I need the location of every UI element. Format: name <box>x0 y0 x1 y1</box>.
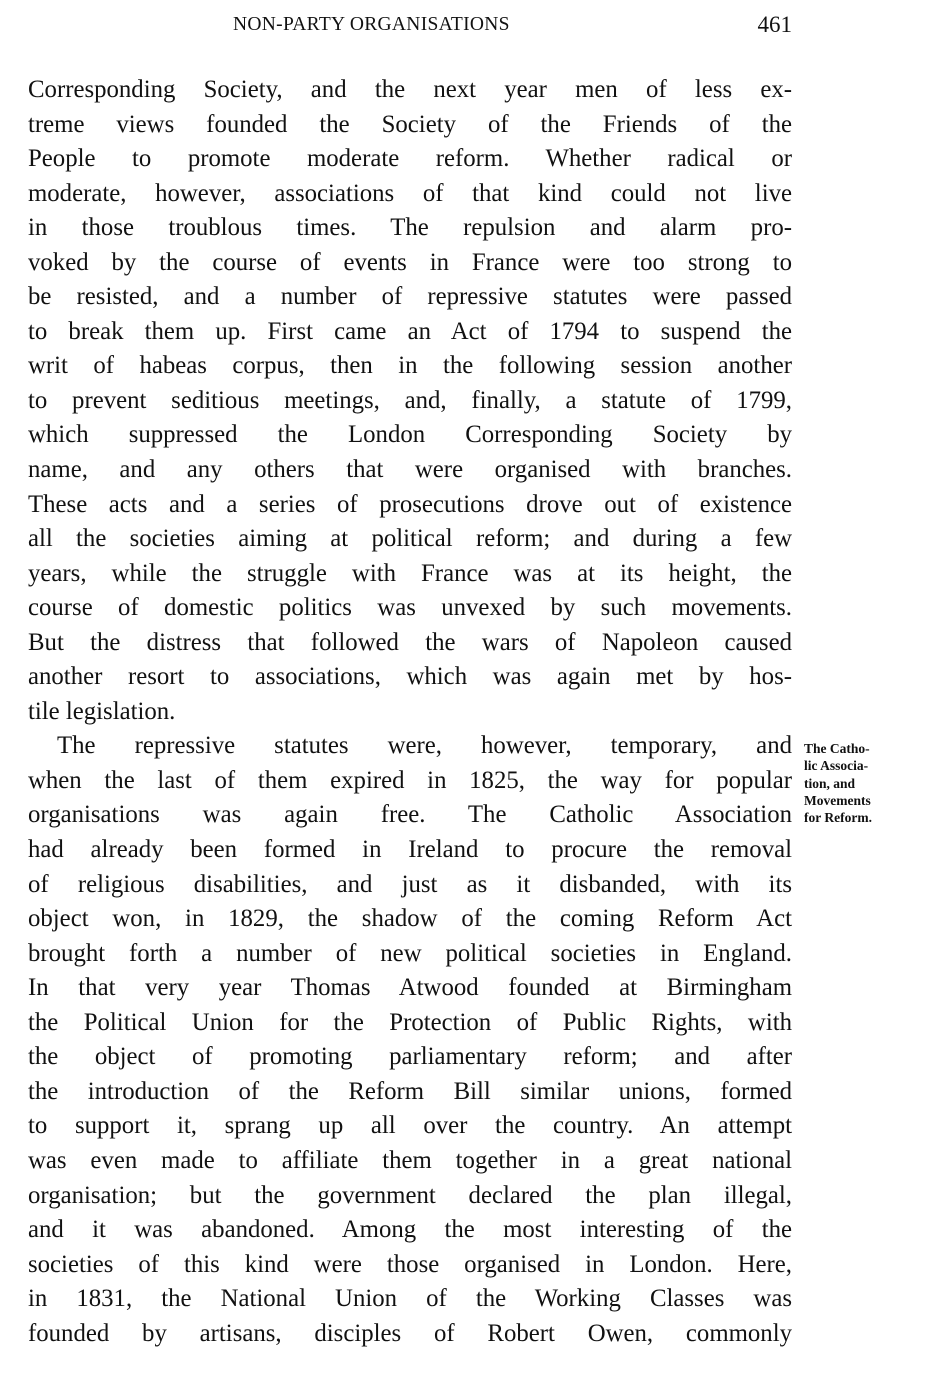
text-line: But the distress that followed the wars of Napoleon caused <box>28 628 792 656</box>
text-line: These acts and a series of prosecutions drove out of existence <box>28 490 792 518</box>
text-line: in 1831, the National Union of the Working Classes was <box>28 1285 792 1313</box>
text-line: founded by artisans, disciples of Robert Owen, commonly <box>28 1319 792 1347</box>
sidenote-line: Movements <box>804 792 871 808</box>
text-line: the object of promoting parliamentary reform; and after <box>28 1043 792 1071</box>
sidenote-line: The Catho- <box>804 741 870 756</box>
body-text <box>28 73 792 1351</box>
text-line: object won, in 1829, the shadow of the coming Reform Act <box>28 905 792 933</box>
page-number: 461 <box>757 12 792 37</box>
paragraph-start-line: The repressive statutes were, however, temporary, and <box>57 732 792 760</box>
text-line: when the last of them expired in 1825, the way for popular <box>28 766 792 794</box>
text-line: name, and any others that were organised with branches. <box>28 456 792 484</box>
text-line: brought forth a number of new political societies in England. <box>28 939 792 967</box>
text-line: and it was abandoned. Among the most interesting of the <box>28 1216 792 1244</box>
sidenote-line: tion, and <box>804 775 856 791</box>
text-line: moderate, however, associations of that kind could not live <box>28 179 792 207</box>
text-line: organisation; but the government declared the plan illegal, <box>28 1181 792 1209</box>
text-line: course of domestic politics was unvexed by such movements. <box>28 594 792 622</box>
text-line: had already been formed in Ireland to procure the removal <box>28 836 792 864</box>
text-line: another resort to associations, which was again met by hos- <box>28 663 792 691</box>
text-line: in those troublous times. The repulsion and alarm pro- <box>28 214 792 242</box>
text-line: organisations was again free. The Catholic Association <box>28 801 792 829</box>
text-line: years, while the struggle with France was at its height, the <box>28 559 792 587</box>
sidenote-line: for Reform. <box>804 810 872 826</box>
text-line: People to promote moderate reform. Whether radical or <box>28 145 792 173</box>
margin-sidenote <box>804 740 929 826</box>
text-line: to support it, sprang up all over the country. An attempt <box>28 1112 792 1140</box>
text-line: treme views founded the Society of the Friends of the <box>28 110 792 138</box>
text-line: which suppressed the London Corresponding Society by <box>28 421 792 449</box>
text-line: the introduction of the Reform Bill similar unions, formed <box>28 1077 792 1105</box>
paragraph-end-line: tile legislation. <box>28 697 176 725</box>
text-line: was even made to affiliate them together in a great national <box>28 1146 792 1174</box>
text-line: all the societies aiming at political reform; and during a few <box>28 525 792 553</box>
text-line: In that very year Thomas Atwood founded at Birmingham <box>28 974 792 1002</box>
text-line: to break them up. First came an Act of 1794 to suspend the <box>28 317 792 345</box>
text-line: societies of this kind were those organised in London. Here, <box>28 1250 792 1278</box>
text-line: of religious disabilities, and just as it disbanded, with its <box>28 870 792 898</box>
sidenote-line: lic Associa- <box>804 758 869 774</box>
page-header <box>28 12 792 42</box>
text-line: the Political Union for the Protection of Public Rights, with <box>28 1008 792 1036</box>
text-line: writ of habeas corpus, then in the following session another <box>28 352 792 380</box>
text-line: Corresponding Society, and the next year men of less ex- <box>28 76 792 103</box>
text-line: be resisted, and a number of repressive statutes were passed <box>28 283 792 311</box>
text-line: to prevent seditious meetings, and, finally, a statute of 1799, <box>28 386 792 414</box>
running-head: NON-PARTY ORGANISATIONS <box>233 14 510 35</box>
text-line: voked by the course of events in France were too strong to <box>28 248 792 276</box>
